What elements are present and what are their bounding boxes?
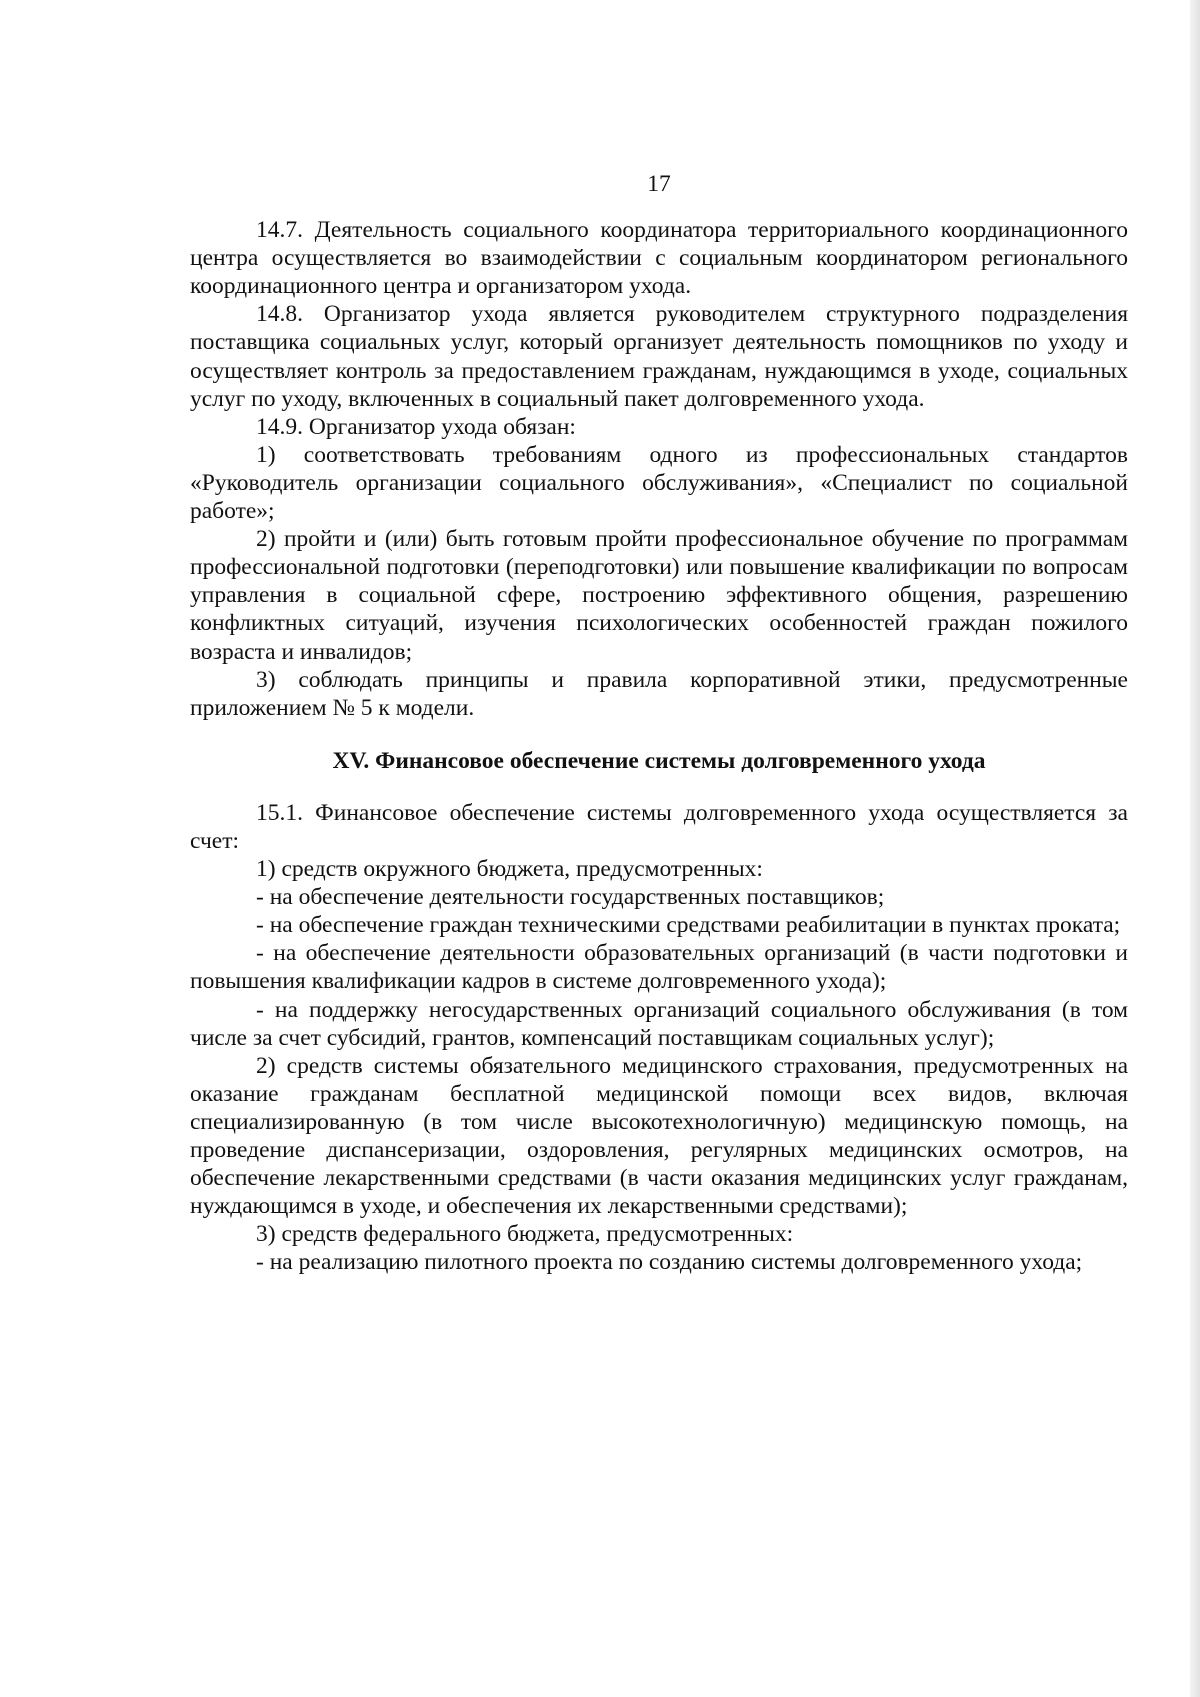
- list-item: - на обеспечение деятельности государственных поставщиков;: [256, 884, 885, 911]
- page-number: 17: [647, 171, 671, 197]
- section-heading: XV. Финансовое обеспечение системы долговременного ухода: [332, 747, 986, 774]
- list-item: 1) средств окружного бюджета, предусмотренных:: [256, 856, 763, 883]
- list-item: 2) пройти и (или) быть готовым пройти профессиональное обучение по программам профессиональной подготовки (переподготовки) или повышение квалификации по вопросам управления в социальной сфере, построению эффективного общения, разрешению конфликтных ситуаций, изучения психологических особенностей граждан пожилого возраста и инвалидов;: [190, 526, 1128, 665]
- list-item: 3) средств федерального бюджета, предусмотренных:: [256, 1221, 794, 1248]
- list-item: - на реализацию пилотного проекта по созданию системы долговременного ухода;: [256, 1249, 1083, 1276]
- paragraph-14-7: 14.7. Деятельность социального координатора территориального координационного центра осуществляется во взаимодействии с социальным координатором регионального координационного центра и организатором ухода.: [190, 217, 1128, 300]
- scan-edge: [1190, 0, 1200, 1697]
- paragraph-14-8: 14.8. Организатор ухода является руководителем структурного подразделения поставщика социальных услуг, который организует деятельность помощников по уходу и осуществляет контроль за предоставлением гражданам, нуждающимся в уходе, социальных услуг по уходу, включенных в социальный пакет долговременного ухода.: [190, 301, 1128, 412]
- list-item: 2) средств системы обязательного медицинского страхования, предусмотренных на оказание гражданам бесплатной медицинской помощи всех видов, включая специализированную (в том числе высокотехнологичную) медицинскую помощь, на проведение диспансеризации, оздоровления, регулярных медицинских осмотров, на обеспечение лекарственными средствами (в части оказания медицинских услуг гражданам, нуждающимся в уходе, и обеспечения их лекарственными средствами);: [190, 1052, 1128, 1220]
- document-page: [190, 170, 1128, 1276]
- list-item: - на поддержку негосударственных организаций социального обслуживания (в том числе за счет субсидий, грантов, компенсаций поставщикам социальных услуг);: [190, 996, 1128, 1051]
- paragraph-15-1: 15.1. Финансовое обеспечение системы долговременного ухода осуществляется за счет:: [190, 799, 1128, 854]
- list-item: 1) соответствовать требованиям одного из профессиональных стандартов «Руководитель организации социального обслуживания», «Специалист по социальной работе»;: [190, 441, 1128, 525]
- list-item: 3) соблюдать принципы и правила корпоративной этики, предусмотренные приложением № 5 к модели.: [190, 666, 1128, 721]
- list-item: - на обеспечение граждан техническими средствами реабилитации в пунктах проката;: [256, 912, 1121, 939]
- list-item: - на обеспечение деятельности образовательных организаций (в части подготовки и повышения квалификации кадров в системе долговременного ухода);: [190, 940, 1128, 995]
- paragraph-14-9: 14.9. Организатор ухода обязан:: [256, 413, 576, 440]
